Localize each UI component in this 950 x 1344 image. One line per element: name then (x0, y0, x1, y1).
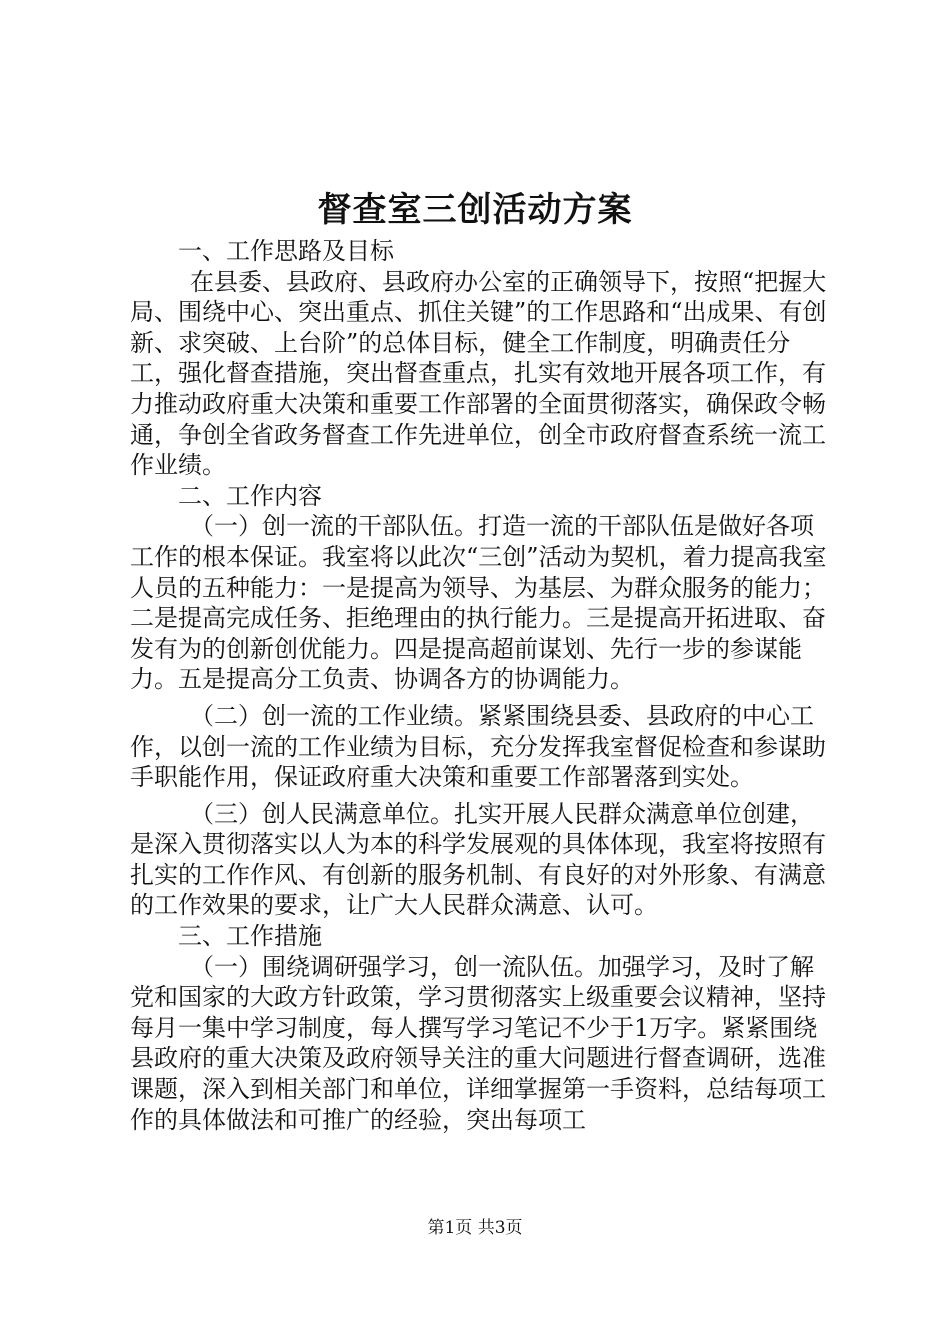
section-heading: 二、工作内容 (178, 481, 322, 510)
section-heading: 一、工作思路及目标 (178, 237, 394, 265)
paragraph: （三）创人民满意单位。扎实开展人民群众满意单位创建，是深入贯彻落实以人为本的科学发展观的具体体现，我室将按照有扎实的工作作风、有创新的服务机制、有良好的对外形象、有满意的工作效果的要求，让广大人民群众满意、认可。 (130, 799, 826, 920)
document-body (130, 236, 830, 1135)
paragraph: 在县委、县政府、县政府办公室的正确领导下，按照“把握大局、围绕中心、突出重点、抓住关键”的工作思路和“出成果、有创新、求突破、上台阶”的总体目标，健全工作制度，明确责任分工，强化督查措施，突出督查重点，扎实有效地开展各项工作，有力推动政府重大决策和重要工作部署的全面贯彻落实，确保政令畅通，争创全省政务督查工作先进单位，创全市政府督查系统一流工作业绩。 (130, 267, 827, 480)
section-heading: 三、工作措施 (178, 922, 322, 951)
paragraph: （一）围绕调研强学习，创一流队伍。加强学习，及时了解党和国家的大政方针政策，学习贯彻落实上级重要会议精神，坚持每月一集中学习制度，每人撰写学习笔记不少于1万字。紧紧围绕县政府的重大决策及政府领导关注的重大问题进行督查调研，选准课题，深入到相关部门和单位，详细掌握第一手资料，总结每项工作的具体做法和可推广的经验，突出每项工 (130, 952, 826, 1134)
document-title: 督查室三创活动方案 (317, 190, 633, 230)
page-footer: 第1页 共3页 (427, 1218, 523, 1238)
paragraph: （二）创一流的工作业绩。紧紧围绕县委、县政府的中心工作，以创一流的工作业绩为目标，充分发挥我室督促检查和参谋助手职能作用，保证政府重大决策和重要工作部署落到实处。 (130, 701, 826, 792)
paragraph: （一）创一流的干部队伍。打造一流的干部队伍是做好各项工作的根本保证。我室将以此次“三创”活动为契机，着力提高我室人员的五种能力：一是提高为领导、为基层、为群众服务的能力；二是提高完成任务、拒绝理由的执行能力。三是提高开拓进取、奋发有为的创新创优能力。四是提高超前谋划、先行一步的参谋能力。五是提高分工负责、协调各方的协调能力。 (130, 512, 827, 694)
